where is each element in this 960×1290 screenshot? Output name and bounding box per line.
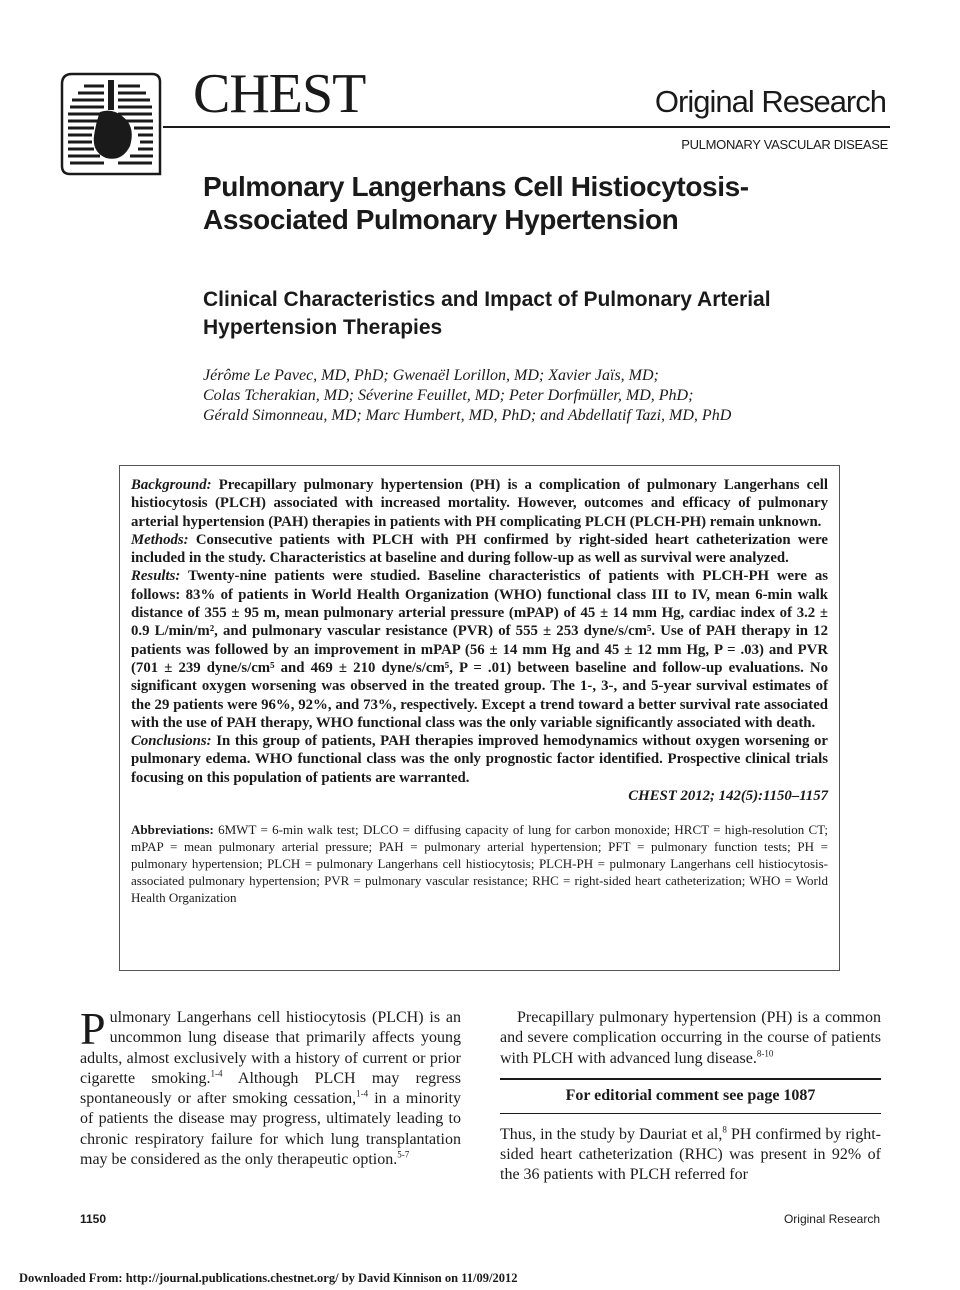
abstract-box	[119, 465, 840, 971]
download-notice: Downloaded From: http://journal.publications.chestnet.org/ by David Kinnison on 11/09/2012	[19, 1271, 518, 1285]
body-column-right	[500, 1008, 881, 1186]
page-number: 1150	[80, 1212, 107, 1226]
abstract-conclusions	[131, 732, 828, 787]
body-text: in a minority of patients the disease may progress, ultimately leading to chronic respiratory failure for which lung transplantation may be considered as the only therapeutic option.	[80, 1090, 461, 1169]
abstract-background	[131, 476, 828, 531]
body-text: Although PLCH may regress spontaneously or after smoking cessation,	[80, 1069, 461, 1108]
abbreviations-label: Abbreviations:	[131, 822, 214, 838]
subsection-label: PULMONARY VASCULAR DISEASE	[681, 137, 888, 152]
reference-link[interactable]: 8	[722, 1124, 727, 1135]
article-title: Pulmonary Langerhans Cell Histiocytosis-Associated Pulmonary Hypertension	[203, 171, 749, 235]
reference-link[interactable]: 1-4	[210, 1068, 223, 1079]
body-paragraph	[500, 1008, 881, 1069]
methods-text: Consecutive patients with PLCH with PH confirmed by right-sided heart catheterization were included in the study. Characteristics at baseline and during follow-up as well as survival were analyzed.	[131, 531, 828, 567]
body-paragraph	[500, 1125, 881, 1186]
header-rule	[163, 126, 890, 128]
reference-link[interactable]: 8-10	[756, 1048, 774, 1059]
results-text: Twenty-nine patients were studied. Baseline characteristics of patients with PLCH-PH were as follows: 83% of patients in World Health Organization (WHO) functional class III to IV, mean 6-min walk distance of 355 ± 95 m, mean pulmonary arterial pressure (mPAP) of 45 ± 14 mm Hg, cardiac index of 3.2 ± 0.9 L/min/m², and pulmonary vascular resistance (PVR) of 555 ± 253 dyne/s/cm⁵. Use of PAH therapy in 12 patients was followed by an improvement in mPAP (56 ± 14 mm Hg and 45 ± 12 mm Hg, P = .03) and PVR (701 ± 239 dyne/s/cm⁵ and 469 ± 210 dyne/s/cm⁵, P = .01) between baseline and follow-up evaluations. No significant oxygen worsening was observed in the treated group. The 1-, 3-, and 5-year survival estimates of the 29 patients were 96%, 92%, and 73%, respectively. Except a trend toward a better survival rate associated with the use of PAH therapy, WHO functional class was the only variable significantly associated with death.	[131, 568, 828, 731]
author-line: Jérôme Le Pavec, MD, PhD; Gwenaël Lorillon, MD; Xavier Jaïs, MD;	[203, 367, 659, 384]
drop-cap: P	[80, 1003, 106, 1054]
conclusions-label: Conclusions:	[131, 733, 212, 750]
methods-label: Methods:	[131, 531, 189, 548]
footer-section-label: Original Research	[783, 1212, 880, 1226]
body-column-left	[80, 1003, 461, 1170]
conclusions-text: In this group of patients, PAH therapies improved hemodynamics without oxygen worsening or pulmonary edema. WHO functional class was the only prognostic factor identified. Prospective clinical trials focusing on this population of patients are warranted.	[131, 733, 828, 786]
reference-link[interactable]: 5-7	[397, 1149, 410, 1160]
abbreviations	[131, 821, 828, 906]
abbreviations-text: 6MWT = 6-min walk test; DLCO = diffusing capacity of lung for carbon monoxide; HRCT = high-resolution CT; mPAP = mean pulmonary arterial pressure; PAH = pulmonary arterial hypertension; PFT = pulmonary function tests; PH = pulmonary hypertension; PLCH = pulmonary Langerhans cell histiocytosis; PLCH-PH = pulmonary Langerhans cell histiocytosis-associated pulmonary hypertension; PVR = pulmonary vascular resistance; RHC = right-sided heart catheterization; WHO = World Health Organization	[131, 822, 828, 906]
journal-name: CHEST	[193, 63, 366, 125]
body-text: Thus, in the study by Dauriat et al,	[500, 1125, 723, 1143]
article-subtitle: Clinical Characteristics and Impact of Pulmonary Arterial Hypertension Therapies	[203, 288, 771, 339]
reference-link[interactable]: 1-4	[356, 1088, 369, 1099]
section-label: Original Research	[654, 84, 886, 119]
background-text: Precapillary pulmonary hypertension (PH) is a complication of pulmonary Langerhans cell histiocytosis (PLCH) associated with increased mortality. However, outcomes and efficacy of pulmonary arterial hypertension (PAH) therapies in patients with PH complicating PLCH (PLCH-PH) remain unknown.	[131, 477, 828, 530]
editorial-comment-link[interactable]: For editorial comment see page 1087	[500, 1078, 881, 1114]
author-line: Colas Tcherakian, MD; Séverine Feuillet, MD; Peter Dorfmüller, MD, PhD;	[203, 387, 694, 404]
body-text: ulmonary Langerhans cell histiocytosis (PLCH) is an uncommon lung disease that primarily affects young adults, almost exclusively with a history of current or prior cigarette smoking.	[80, 1009, 461, 1087]
author-list	[203, 366, 843, 426]
citation: CHEST 2012; 142(5):1150–1157	[628, 788, 828, 805]
chest-journal-logo	[60, 72, 162, 176]
results-label: Results:	[131, 568, 181, 585]
body-text: PH confirmed by right-sided heart catheterization (RHC) was present in 92% of the 36 patients with PLCH referred for	[500, 1125, 882, 1184]
body-text: Precapillary pulmonary hypertension (PH) is a common and severe complication occurring in the course of patients with PLCH with advanced lung disease.	[500, 1009, 881, 1067]
background-label: Background:	[131, 477, 212, 493]
abstract-results	[131, 567, 828, 732]
author-line: Gérald Simonneau, MD; Marc Humbert, MD, PhD; and Abdellatif Tazi, MD, PhD	[203, 407, 732, 424]
abstract-methods	[131, 531, 828, 568]
